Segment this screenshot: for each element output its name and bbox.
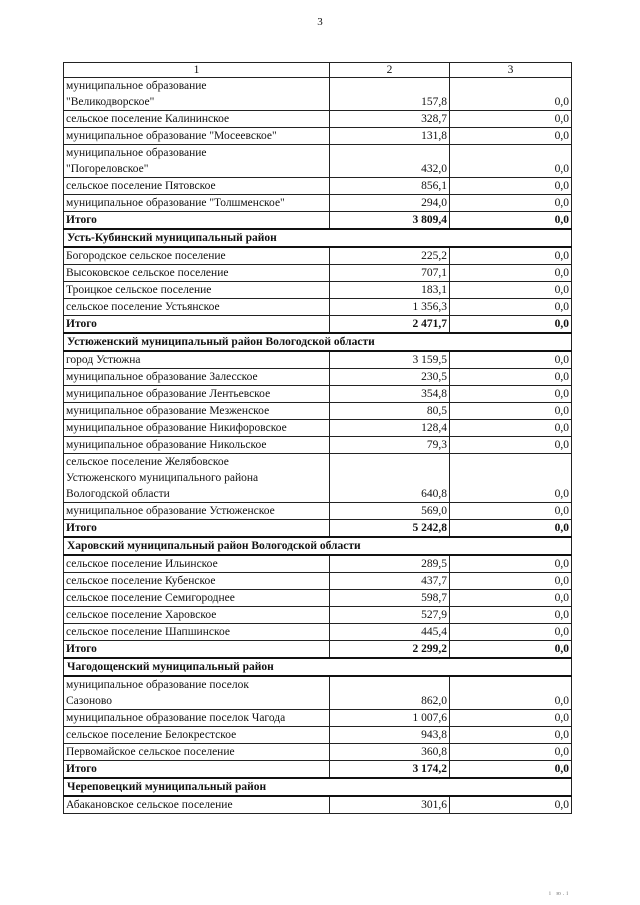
table-row [64,369,572,386]
municipality-name: город Устюжна [64,351,330,369]
table-row [64,299,572,316]
municipality-name: муниципальное образование "Погореловское" [64,145,330,178]
value-col2: 856,1 [330,178,450,195]
value-col2: 157,8 [330,78,450,111]
value-col3: 0,0 [450,351,572,369]
table-body [64,63,572,814]
total-row [64,520,572,538]
table-row [64,178,572,195]
table-row [64,195,572,212]
total-row [64,212,572,230]
value-col2: 301,6 [330,796,450,814]
table-row [64,145,572,178]
total-row [64,761,572,779]
table-row [64,607,572,624]
municipality-name: муниципальное образование Мезженское [64,403,330,420]
value-col2: 437,7 [330,573,450,590]
value-col2: 569,0 [330,503,450,520]
municipality-name: муниципальное образование Никольское [64,437,330,454]
value-col3: 0,0 [450,520,572,538]
value-col2: 598,7 [330,590,450,607]
page-number: 3 [317,16,323,28]
table-row [64,676,572,710]
value-col3: 0,0 [450,78,572,111]
value-col2: 445,4 [330,624,450,641]
section-row [64,537,572,555]
section-title: Харовский муниципальный район Вологодской области [64,537,572,555]
value-col3: 0,0 [450,710,572,727]
value-col3: 0,0 [450,796,572,814]
value-col2: 3 809,4 [330,212,450,230]
table-row [64,727,572,744]
value-col2: 79,3 [330,437,450,454]
value-col3: 0,0 [450,555,572,573]
municipality-name: муниципальное образование Залесское [64,369,330,386]
total-row [64,316,572,334]
value-col3: 0,0 [450,212,572,230]
value-col2: 943,8 [330,727,450,744]
value-col3: 0,0 [450,299,572,316]
value-col3: 0,0 [450,676,572,710]
value-col3: 0,0 [450,744,572,761]
section-row [64,229,572,247]
table-row [64,247,572,265]
value-col2: 128,4 [330,420,450,437]
table-row [64,454,572,503]
value-col3: 0,0 [450,195,572,212]
section-row [64,333,572,351]
municipality-name: сельское поселение Ильинское [64,555,330,573]
value-col2: 2 471,7 [330,316,450,334]
municipality-name: сельское поселение Белокрестское [64,727,330,744]
value-col3: 0,0 [450,265,572,282]
total-label: Итого [64,761,330,779]
section-title: Устюженский муниципальный район Вологодской области [64,333,572,351]
municipality-name: муниципальное образование "Великодворское" [64,78,330,111]
value-col2: 225,2 [330,247,450,265]
municipality-name: муниципальное образование Никифоровское [64,420,330,437]
table-row [64,744,572,761]
value-col2: 3 159,5 [330,351,450,369]
value-col3: 0,0 [450,386,572,403]
municipality-name: сельское поселение Желябовское Устюженского муниципального района Вологодской области [64,454,330,503]
value-col2: 862,0 [330,676,450,710]
value-col2: 432,0 [330,145,450,178]
value-col2: 1 007,6 [330,710,450,727]
value-col3: 0,0 [450,607,572,624]
municipality-name: Первомайское сельское поселение [64,744,330,761]
municipality-name: Абакановское сельское поселение [64,796,330,814]
municipality-name: муниципальное образование Устюженское [64,503,330,520]
municipality-name: сельское поселение Харовское [64,607,330,624]
table-row [64,403,572,420]
table-row [64,590,572,607]
total-label: Итого [64,212,330,230]
value-col3: 0,0 [450,573,572,590]
table-header-row [64,63,572,78]
value-col2: 527,9 [330,607,450,624]
total-label: Итого [64,520,330,538]
value-col3: 0,0 [450,145,572,178]
column-header-3: 3 [450,63,572,78]
section-row [64,778,572,796]
table-row [64,796,572,814]
value-col3: 0,0 [450,590,572,607]
value-col3: 0,0 [450,641,572,659]
municipality-name: Высоковское сельское поселение [64,265,330,282]
table-row [64,128,572,145]
value-col3: 0,0 [450,369,572,386]
section-title: Чагодощенский муниципальный район [64,658,572,676]
table-row [64,555,572,573]
table-row [64,111,572,128]
municipality-name: сельское поселение Семигороднее [64,590,330,607]
municipality-name: муниципальное образование "Мосеевское" [64,128,330,145]
table-row [64,624,572,641]
value-col2: 230,5 [330,369,450,386]
value-col2: 294,0 [330,195,450,212]
value-col3: 0,0 [450,761,572,779]
value-col3: 0,0 [450,178,572,195]
municipality-name: Троицкое сельское поселение [64,282,330,299]
value-col2: 183,1 [330,282,450,299]
total-label: Итого [64,316,330,334]
value-col3: 0,0 [450,247,572,265]
value-col3: 0,0 [450,111,572,128]
table-row [64,265,572,282]
table-row [64,386,572,403]
municipality-name: Богородское сельское поселение [64,247,330,265]
value-col2: 640,8 [330,454,450,503]
table-row [64,420,572,437]
value-col2: 328,7 [330,111,450,128]
column-header-1: 1 [64,63,330,78]
value-col2: 289,5 [330,555,450,573]
value-col3: 0,0 [450,503,572,520]
table-row [64,351,572,369]
municipality-name: сельское поселение Калининское [64,111,330,128]
table-row [64,573,572,590]
table-row [64,437,572,454]
value-col2: 707,1 [330,265,450,282]
municipality-name: сельское поселение Шапшинское [64,624,330,641]
value-col3: 0,0 [450,437,572,454]
value-col2: 3 174,2 [330,761,450,779]
municipality-name: муниципальное образование Лентьевское [64,386,330,403]
value-col2: 131,8 [330,128,450,145]
value-col2: 354,8 [330,386,450,403]
value-col3: 0,0 [450,316,572,334]
municipality-name: сельское поселение Кубенское [64,573,330,590]
footer-mark: i ю.i [549,891,570,897]
section-row [64,658,572,676]
table-row [64,503,572,520]
value-col3: 0,0 [450,128,572,145]
value-col2: 2 299,2 [330,641,450,659]
value-col3: 0,0 [450,454,572,503]
municipality-name: сельское поселение Устьянское [64,299,330,316]
municipality-name: муниципальное образование "Толшменское" [64,195,330,212]
value-col3: 0,0 [450,282,572,299]
value-col2: 5 242,8 [330,520,450,538]
value-col3: 0,0 [450,403,572,420]
table-row [64,282,572,299]
total-label: Итого [64,641,330,659]
value-col3: 0,0 [450,420,572,437]
municipality-name: муниципальное образование поселок Чагода [64,710,330,727]
section-title: Усть-Кубинский муниципальный район [64,229,572,247]
table-row [64,710,572,727]
value-col3: 0,0 [450,624,572,641]
value-col2: 1 356,3 [330,299,450,316]
value-col2: 360,8 [330,744,450,761]
column-header-2: 2 [330,63,450,78]
value-col3: 0,0 [450,727,572,744]
table-row [64,78,572,111]
budget-table [63,62,572,814]
municipality-name: сельское поселение Пятовское [64,178,330,195]
total-row [64,641,572,659]
section-title: Череповецкий муниципальный район [64,778,572,796]
municipality-name: муниципальное образование поселок Сазоново [64,676,330,710]
value-col2: 80,5 [330,403,450,420]
